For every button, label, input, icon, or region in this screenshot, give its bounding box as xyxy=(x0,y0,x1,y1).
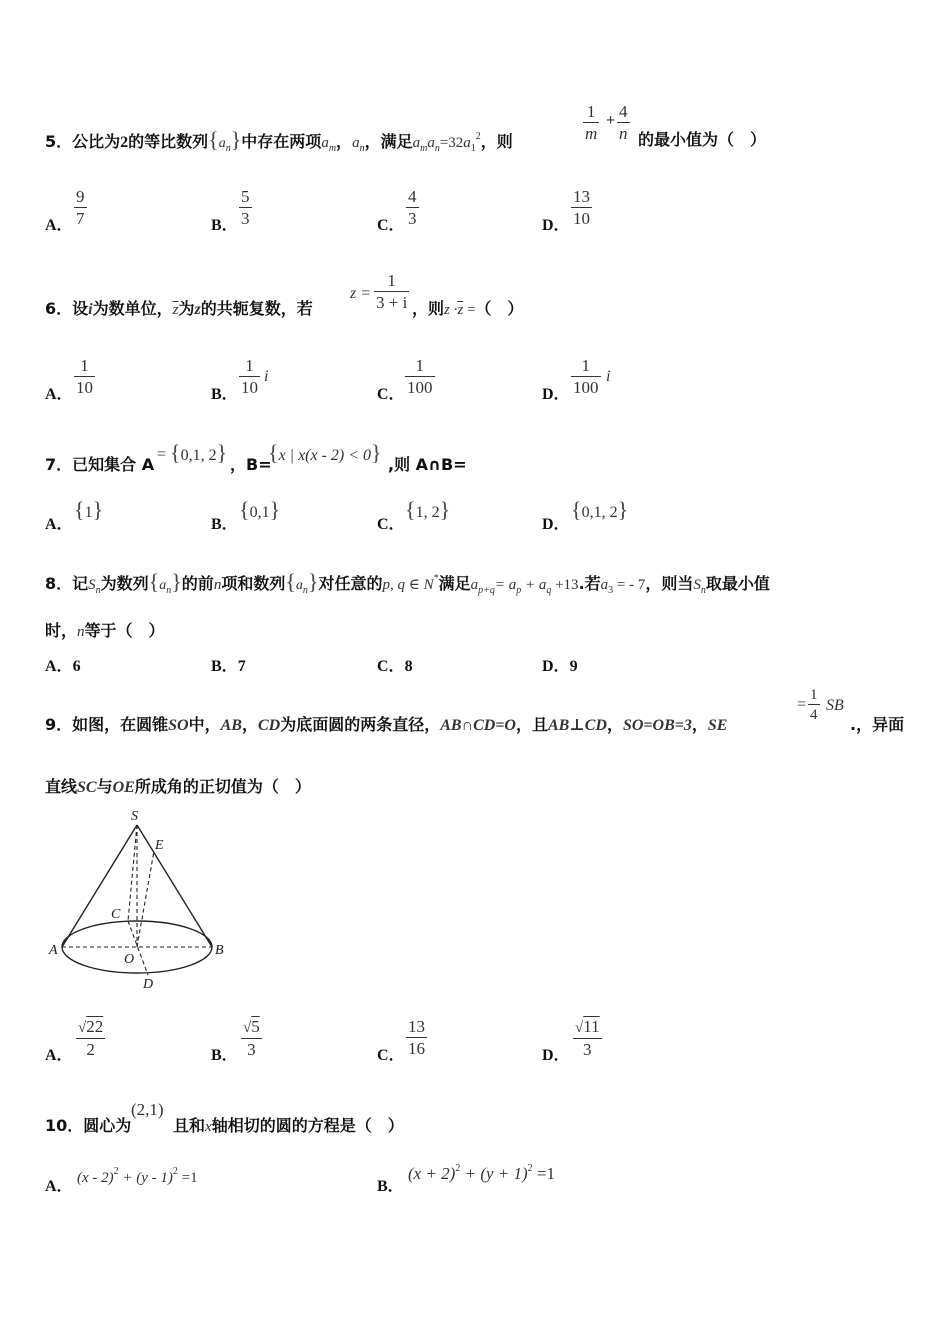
q7-option-d-set[interactable] xyxy=(571,497,628,523)
q6-option-d-frac[interactable] xyxy=(571,356,601,399)
set-content: 1, 2 xyxy=(415,504,440,521)
brace: { xyxy=(571,497,582,522)
q8-option-a[interactable] xyxy=(45,653,81,676)
q5-cond: a xyxy=(427,135,435,151)
q8-n: n xyxy=(77,624,85,640)
q6-number: 6． xyxy=(45,299,73,318)
q8-seq: a xyxy=(159,578,167,593)
q10-option-a-label[interactable]: A． xyxy=(45,1178,73,1195)
q5-text: 公比为 xyxy=(72,132,121,151)
q9-text: 与 xyxy=(96,777,113,796)
q5-cond: =32 xyxy=(439,135,464,151)
brace: { xyxy=(74,497,85,522)
q6-prod-bar: $\overline{z}$ xyxy=(457,302,464,318)
frac-den: 100 xyxy=(573,378,599,397)
q8-text: .若 xyxy=(578,574,601,593)
frac-num: 1 xyxy=(810,687,818,703)
q9-text: 为底面圆的两条直径， xyxy=(280,715,441,734)
cone-label-e: E xyxy=(155,838,164,853)
frac-den: 3 + i xyxy=(376,293,408,312)
q8-stem-line2 xyxy=(45,618,165,641)
brace: { xyxy=(239,497,250,522)
cone-edge-sa xyxy=(62,825,137,947)
q5-an-sub: n xyxy=(359,143,365,154)
q9-stem xyxy=(45,712,727,735)
brace: } xyxy=(269,497,281,522)
q5-option-a-frac[interactable] xyxy=(74,187,87,230)
q9-SO: SO xyxy=(168,717,189,734)
radicand: 22 xyxy=(86,1017,104,1036)
q6-z: z xyxy=(194,301,201,318)
frac-den: 4 xyxy=(808,704,820,725)
q8-n: n xyxy=(213,577,222,593)
frac-num: 1 xyxy=(80,356,89,375)
q10-center: (2,1) xyxy=(131,1100,164,1119)
frac-num: 13 xyxy=(573,187,590,206)
q7-b: ，B= xyxy=(230,455,272,474)
option-value: 8 xyxy=(404,658,413,675)
q9-option-a-label[interactable]: A． xyxy=(45,1047,73,1064)
q5-option-c-frac[interactable] xyxy=(406,187,419,230)
brace: } xyxy=(171,569,182,594)
frac-num: 4 xyxy=(408,187,417,206)
q5-cond: a xyxy=(412,135,421,151)
eq-sq: 2 xyxy=(113,1166,119,1177)
q8-text: 为数列 xyxy=(100,574,149,593)
q8-seq: a xyxy=(295,578,303,593)
q9-tail: .，异面 xyxy=(850,715,905,734)
q7-option-b-label[interactable]: B． xyxy=(211,516,238,533)
eq-sq: 2 xyxy=(172,1166,178,1177)
q7-option-d-label[interactable]: D． xyxy=(542,516,570,533)
q5-option-a-label[interactable]: A． xyxy=(45,217,73,234)
cone-label-a: A xyxy=(49,943,58,958)
q6-option-d-i: i xyxy=(606,368,611,385)
q8-a3: a xyxy=(600,577,609,593)
q5-an: a xyxy=(352,135,360,151)
brace: } xyxy=(439,497,451,522)
q10-option-a-eq[interactable] xyxy=(77,1166,198,1187)
q8-option-c[interactable] xyxy=(377,653,413,676)
frac-den: 10 xyxy=(76,378,93,397)
cone-segment-oe xyxy=(137,851,154,947)
q8-rec: +13 xyxy=(551,577,579,593)
frac-den: 16 xyxy=(408,1039,425,1058)
q8-seq-sub: n xyxy=(302,585,308,596)
eq-part: =1 xyxy=(532,1164,555,1183)
q9-text: 中， xyxy=(188,715,221,734)
q8-option-b[interactable] xyxy=(211,653,246,676)
brace: { xyxy=(268,440,279,465)
q8-text: 项和数列 xyxy=(221,574,286,593)
q9-text: 直线 xyxy=(45,777,78,796)
frac-den: 2 xyxy=(76,1038,105,1061)
q9-text: ，且 xyxy=(515,715,548,734)
frac-num: 1 xyxy=(581,356,590,375)
q6-text: （ ） xyxy=(475,299,524,318)
frac-den: 7 xyxy=(76,209,85,228)
frac-num: 5 xyxy=(241,187,250,206)
q6-text: ，则 xyxy=(412,299,445,318)
q9-option-c-label[interactable]: C． xyxy=(377,1047,405,1064)
q5-text: 中存在两项 xyxy=(241,132,322,151)
cone-label-d: D xyxy=(143,977,154,992)
q6-option-c-frac[interactable] xyxy=(405,356,435,399)
q8-stem xyxy=(45,569,770,596)
q8-S-sub: n xyxy=(95,585,101,596)
q6-text: 为数单位， xyxy=(92,299,173,318)
q9-text: 如图，在圆锥 xyxy=(72,715,169,734)
q5-seq: a xyxy=(218,136,226,151)
q7-text: 已知集合 A xyxy=(72,455,155,474)
q8-text: ，则当 xyxy=(645,574,694,593)
q5-cond: 1 xyxy=(470,143,476,154)
q8-seq-sub: n xyxy=(166,585,172,596)
frac-num: 1 xyxy=(387,271,396,290)
q6-text: 为 xyxy=(178,299,195,318)
q8-star: * xyxy=(433,573,439,584)
option-label: B． xyxy=(211,658,238,675)
q8-rec: + a xyxy=(521,577,547,593)
q7-option-b-set[interactable] xyxy=(239,497,280,523)
set-content: 0,1, 2 xyxy=(581,504,618,521)
q8-text: 对任意的 xyxy=(318,574,383,593)
q5-text: 的等比数列 xyxy=(128,132,209,151)
q6-option-a-frac[interactable] xyxy=(74,356,95,399)
q6-prod-eq: = xyxy=(463,302,476,318)
brace: } xyxy=(371,440,382,465)
eq-part: (x + 2) xyxy=(408,1164,456,1183)
frac-den: 3 xyxy=(408,209,417,228)
set-content: 0,1 xyxy=(249,504,270,521)
frac-num: 13 xyxy=(408,1017,425,1036)
q9-SE: SE xyxy=(707,717,728,734)
q9-cond2: AB⊥CD xyxy=(548,717,607,734)
q7-number: 7． xyxy=(45,455,73,474)
q7-setA-content: 0,1, 2 xyxy=(180,447,217,464)
frac-num: 1 xyxy=(586,102,596,121)
q6-eq-z: z = xyxy=(350,285,372,302)
q9-text: 所成角的正切值为（ ） xyxy=(134,777,311,796)
q5-seq-brace: } xyxy=(230,127,242,152)
q8-rec: p+q xyxy=(478,585,495,596)
q5-plus: + xyxy=(606,112,616,129)
q6-option-b-frac[interactable] xyxy=(239,356,260,399)
frac-den: n xyxy=(619,124,628,143)
q5-option-b-frac[interactable] xyxy=(239,187,252,230)
q9-cond3: SO=OB=3 xyxy=(622,717,692,734)
q6-frac xyxy=(374,271,409,314)
q10-stem-2 xyxy=(173,1113,404,1136)
q9-CD: CD xyxy=(257,717,281,734)
q8-text: 等于（ ） xyxy=(84,621,165,640)
eq-sq: 2 xyxy=(455,1163,461,1174)
q8-rec: q xyxy=(546,585,552,596)
q9-option-a-frac[interactable]: $\frac{√22}{2}$ xyxy=(78,1017,104,1059)
q8-S: S xyxy=(693,577,701,593)
q6-option-c-label[interactable]: C． xyxy=(377,386,405,403)
q5-option-d-label[interactable]: D． xyxy=(542,217,570,234)
q9-AB: AB xyxy=(220,717,242,734)
eq-sq: 2 xyxy=(527,1163,533,1174)
q10-text: 轴相切的圆的方程是（ ） xyxy=(211,1116,404,1135)
q7-eq: = xyxy=(157,446,167,463)
cone-label-o: O xyxy=(124,952,135,967)
q6-option-b-label[interactable]: B． xyxy=(211,386,238,403)
q5-cond: a xyxy=(463,135,471,151)
brace: { xyxy=(148,569,160,594)
brace: } xyxy=(216,440,228,465)
q8-S-sub: n xyxy=(700,585,706,596)
q9-option-b-label[interactable]: B． xyxy=(211,1047,238,1064)
q8-pq: p, q ∈ N xyxy=(382,577,434,593)
q9-eq: = xyxy=(797,696,807,713)
q6-tail xyxy=(412,296,523,319)
cone-label-b: B xyxy=(215,943,224,958)
frac-num: 4 xyxy=(619,102,628,121)
q8-text: 满足 xyxy=(438,574,471,593)
q6-prod: z · xyxy=(444,302,458,318)
frac-num: 1 xyxy=(245,356,254,375)
q5-am: a xyxy=(321,135,329,151)
q8-number: 8． xyxy=(45,574,73,593)
q9-stem-line2 xyxy=(45,774,311,797)
q8-text: 记 xyxy=(72,574,89,593)
option-value: 9 xyxy=(569,658,578,675)
brace: } xyxy=(307,569,319,594)
option-label: A． xyxy=(45,658,73,675)
q8-rec: p xyxy=(516,585,522,596)
q9-text: ， xyxy=(606,715,623,734)
q8-rec: = a xyxy=(494,577,517,593)
q5-number: 5． xyxy=(45,132,73,151)
q5-seq-brace: { xyxy=(208,127,219,152)
cone-label-c: C xyxy=(111,907,121,922)
q8-rec: a xyxy=(470,577,479,593)
q5-cond: 2 xyxy=(475,131,481,142)
q7-option-c-set[interactable] xyxy=(405,497,450,523)
frac-den: 10 xyxy=(241,378,258,397)
q9-SC: SC xyxy=(77,779,97,796)
q5-seq-sub: n xyxy=(225,143,231,154)
q9-number: 9． xyxy=(45,715,73,734)
q5-option-d-frac[interactable] xyxy=(571,187,592,230)
q5-cond: m xyxy=(420,143,428,154)
q9-text: ， xyxy=(691,715,708,734)
q8-a3-val: = - 7 xyxy=(613,577,646,593)
q5-text: ，满足 xyxy=(364,132,413,151)
cone-segment-sc xyxy=(128,825,137,921)
q8-option-d[interactable] xyxy=(542,653,578,676)
set-content: 1 xyxy=(84,504,93,521)
q5-stem xyxy=(45,127,513,154)
eq-part: + (y + 1) xyxy=(460,1164,528,1183)
frac-den: 3 xyxy=(573,1038,602,1061)
q10-option-b-eq[interactable] xyxy=(408,1163,555,1184)
brace: { xyxy=(405,497,416,522)
option-label: C． xyxy=(377,658,405,675)
q10-text: 圆心为 xyxy=(83,1116,132,1135)
q7-option-a-set[interactable] xyxy=(74,497,103,523)
radicand: 5 xyxy=(251,1017,260,1036)
q8-text: 时， xyxy=(45,621,78,640)
q9-cone-figure xyxy=(40,805,240,995)
q7-setB-content: x | x(x - 2) < 0 xyxy=(278,447,372,464)
q7-setB xyxy=(268,440,382,466)
q9-option-c-frac[interactable] xyxy=(406,1017,427,1060)
frac-den: 3 xyxy=(241,209,250,228)
frac-den: 3 xyxy=(241,1038,262,1061)
q9-option-d-frac[interactable]: $\frac{√11}{3}$ xyxy=(575,1017,600,1059)
frac-den: m xyxy=(585,124,598,143)
frac-num: 9 xyxy=(76,187,85,206)
q7-option-c-label[interactable]: C． xyxy=(377,516,405,533)
q5-frac-1-m xyxy=(583,102,599,145)
q5-option-b-label[interactable]: B． xyxy=(211,217,238,234)
q8-text: 的前 xyxy=(181,574,214,593)
brace: } xyxy=(617,497,629,522)
q7-stem xyxy=(45,452,154,475)
q10-text: 且和 xyxy=(173,1116,206,1135)
q6-option-a-label[interactable]: A． xyxy=(45,386,73,403)
q5-am-sub: m xyxy=(328,143,337,154)
q10-stem xyxy=(45,1113,131,1136)
q9-cond1: AB∩CD=O xyxy=(440,717,516,734)
q10-number: 10． xyxy=(45,1116,84,1135)
q5-text: ，则 xyxy=(480,132,513,151)
q5-ratio: 2 xyxy=(120,134,129,151)
q6-i: i xyxy=(88,301,93,318)
q9-SB: SB xyxy=(826,697,844,714)
q6-text: 的共轭复数，若 xyxy=(200,299,313,318)
q9-option-d-label[interactable]: D． xyxy=(542,1047,570,1064)
q7-setA xyxy=(170,440,227,466)
q6-stem xyxy=(45,296,313,319)
eq-part: =1 xyxy=(177,1170,198,1186)
frac-num: 1 xyxy=(415,356,424,375)
q8-S: S xyxy=(88,577,96,593)
q6-option-d-label[interactable]: D． xyxy=(542,386,570,403)
option-value: 7 xyxy=(237,658,246,675)
eq-part: + (y - 1) xyxy=(118,1170,173,1186)
q6-zbar: $\overline{z}$ xyxy=(172,302,179,318)
option-value: 6 xyxy=(72,658,81,675)
brace: { xyxy=(170,440,181,465)
q5-text: ， xyxy=(336,132,353,151)
cone-edge-sb xyxy=(137,825,212,947)
q7-tail: ,则 A∩B= xyxy=(388,455,467,474)
q9-OE: OE xyxy=(112,779,135,796)
q8-text: 取最小值 xyxy=(705,574,770,593)
frac-den: 10 xyxy=(573,209,590,228)
frac-den: 100 xyxy=(407,378,433,397)
q7-option-a-label[interactable]: A． xyxy=(45,516,73,533)
q9-option-b-frac[interactable]: $\frac{√5}{3}$ xyxy=(243,1017,260,1059)
cone-label-s: S xyxy=(131,809,138,824)
q6-text: 设 xyxy=(72,299,89,318)
q10-x: x xyxy=(205,1119,212,1135)
radicand: 11 xyxy=(583,1017,600,1036)
q5-option-c-label[interactable]: C． xyxy=(377,217,405,234)
q6-option-b-i: i xyxy=(264,368,269,385)
q9-frac xyxy=(808,686,820,725)
brace: } xyxy=(92,497,104,522)
option-label: D． xyxy=(542,658,570,675)
q9-text: ， xyxy=(241,715,258,734)
q8-a3-sub: 3 xyxy=(608,585,614,596)
brace: { xyxy=(285,569,296,594)
q5-cond: n xyxy=(434,143,440,154)
q5-frac-4-n xyxy=(617,102,630,145)
q5-tail: 的最小值为（ ） xyxy=(638,130,767,149)
eq-part: (x - 2) xyxy=(77,1170,114,1186)
q10-option-b-label[interactable]: B． xyxy=(377,1178,404,1195)
